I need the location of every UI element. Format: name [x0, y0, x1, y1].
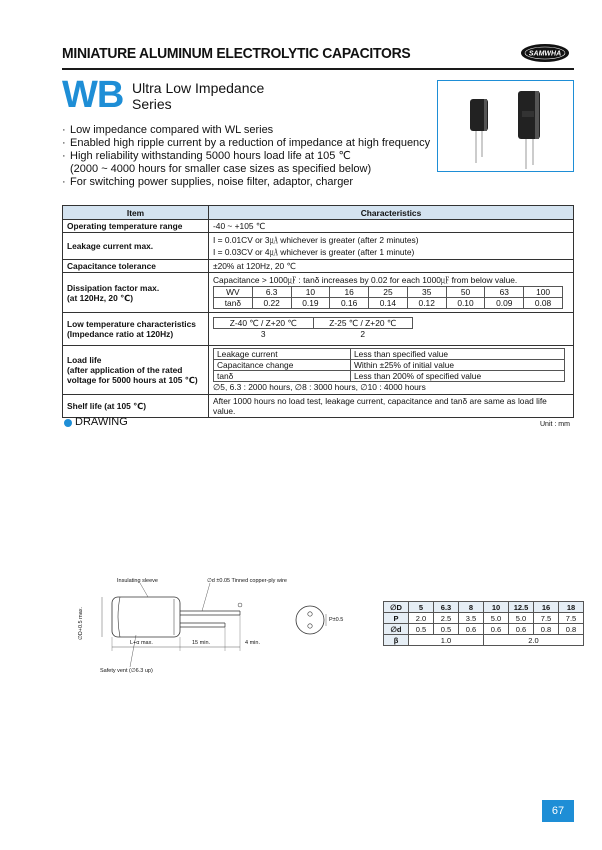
product-photo: [437, 80, 574, 172]
label-15min: 15 min.: [192, 640, 211, 646]
lt-header-2: Z-25 ℃ / Z+20 ℃: [313, 318, 413, 329]
lt-value: [209, 313, 574, 346]
lt-value-1: 3: [260, 329, 266, 339]
load-life-value: [209, 346, 574, 395]
dim-D-cell: 8: [459, 602, 484, 613]
label-safety-vent: Safety vent (∅6.3 up): [100, 668, 153, 674]
leak-label: Leakage current max.: [63, 233, 209, 260]
leak-line1: I = 0.01CV or 3㎂ whichever is greater (after 2 minutes): [213, 235, 419, 245]
drawing-title: DRAWING: [75, 416, 128, 428]
dim-D-cell: 18: [559, 602, 584, 613]
dim-P-cell: 2.0: [409, 613, 434, 624]
df-tan-cell: 0.09: [485, 298, 524, 309]
dim-header-a: β: [384, 635, 409, 646]
label-pitch: P±0.5: [329, 617, 344, 623]
spec-table: [62, 205, 574, 418]
df-wv-label: WV: [214, 287, 253, 298]
label-diameter: ∅D+0.5 max.: [78, 606, 84, 640]
col-characteristics: Characteristics: [209, 206, 574, 220]
dim-d-cell: 0.5: [434, 624, 459, 635]
series-code: WB: [62, 74, 124, 116]
lt-inner-table: [213, 317, 413, 339]
df-tan-cell: 0.12: [407, 298, 446, 309]
dim-header-D: ∅D: [384, 602, 409, 613]
ll-row-label: Leakage current: [214, 349, 351, 360]
dim-d-cell: 0.8: [534, 624, 559, 635]
load-life-label: Load life (after application of the rated voltage for 5000 hours at 105 ℃): [63, 346, 209, 395]
df-wv-cell: 25: [369, 287, 408, 298]
dim-P-cell: 5.0: [509, 613, 534, 624]
ll-row-value: Less than specified value: [351, 349, 565, 360]
dim-D-cell: 12.5: [509, 602, 534, 613]
feature-list: [62, 124, 430, 189]
feature-item: · Enabled high ripple current by a reduction of impedance at high frequency: [62, 137, 431, 149]
df-wv-cell: 6.3: [252, 287, 291, 298]
dim-D-cell: 6.3: [434, 602, 459, 613]
dim-a-small: 1.0: [409, 635, 484, 646]
df-note: Capacitance > 1000㎌ : tanδ increases by 0.02 for each 1000㎌ from below value.: [213, 275, 518, 285]
ll-row-value: Within ±25% of initial value: [351, 360, 565, 371]
series-subtitle-line2: Series: [132, 96, 172, 112]
leak-line2: I = 0.03CV or 4㎂ whichever is greater (after 1 minute): [213, 247, 415, 257]
capacitor-drawing: [80, 575, 360, 680]
df-label: Dissipation factor max. (at 120Hz, 20 ℃): [63, 273, 209, 313]
shelf-life-label: Shelf life (at 105 ℃): [63, 395, 209, 418]
label-wire: ∅d ±0.05 Tinned copper-ply wire: [207, 578, 287, 584]
lt-value-2: 2: [360, 329, 366, 339]
lt-header-1: Z-40 ℃ / Z+20 ℃: [214, 318, 314, 329]
logo-text: SAMWHA: [528, 50, 562, 58]
load-life-note: ∅5, 6.3 : 2000 hours, ∅8 : 3000 hours, ∅10 : 4000 hours: [213, 382, 426, 392]
ll-row-label: tanδ: [214, 371, 351, 382]
label-length: L+α max.: [130, 640, 153, 646]
feature-item: · High reliability withstanding 5000 hours load life at 105 ℃: [62, 150, 351, 162]
dim-d-cell: 0.6: [484, 624, 509, 635]
lt-label: Low temperature characteristics (Impedance ratio at 120Hz): [63, 313, 209, 346]
dimension-table: [383, 601, 584, 646]
page-number: 67: [551, 805, 565, 817]
dim-header-d: ∅d: [384, 624, 409, 635]
op-temp-label: Operating temperature range: [63, 220, 209, 233]
page-header-title: MINIATURE ALUMINUM ELECTROLYTIC CAPACITORS: [62, 45, 411, 62]
label-insulating-sleeve: Insulating sleeve: [117, 578, 158, 584]
df-wv-row: [214, 287, 563, 298]
df-tan-cell: 0.08: [524, 298, 563, 309]
df-tan-cell: 0.16: [330, 298, 369, 309]
label-4min: 4 min.: [245, 640, 260, 646]
dim-D-cell: 16: [534, 602, 559, 613]
load-life-inner-table: [213, 348, 565, 382]
dim-P-cell: 7.5: [559, 613, 584, 624]
bullet-dot-icon: [64, 419, 72, 427]
unit-label: Unit : mm: [540, 421, 570, 428]
samwha-logo: [520, 43, 570, 63]
op-temp-value: -40 ~ +105 ℃: [209, 220, 574, 233]
df-wv-cell: 16: [330, 287, 369, 298]
cap-tol-label: Capacitance tolerance: [63, 260, 209, 273]
leak-value: [209, 233, 574, 260]
header-rule: [62, 68, 574, 70]
series-subtitle-line1: Ultra Low Impedance: [132, 80, 265, 96]
feature-item: · For switching power supplies, noise filter, adaptor, charger: [62, 176, 354, 188]
df-wv-cell: 35: [407, 287, 446, 298]
dim-P-cell: 3.5: [459, 613, 484, 624]
df-wv-cell: 50: [446, 287, 485, 298]
df-tan-row: [214, 298, 563, 309]
df-value: [209, 273, 574, 313]
dim-P-cell: 5.0: [484, 613, 509, 624]
feature-item: (2000 ~ 4000 hours for smaller case sizes as specified below): [70, 163, 372, 175]
df-tan-cell: 0.14: [369, 298, 408, 309]
df-wv-cell: 63: [485, 287, 524, 298]
df-tan-cell: 0.19: [291, 298, 330, 309]
df-wv-cell: 10: [291, 287, 330, 298]
df-tan-cell: 0.10: [446, 298, 485, 309]
df-tan-cell: 0.22: [252, 298, 291, 309]
dim-D-cell: 10: [484, 602, 509, 613]
df-tan-label: tanδ: [214, 298, 253, 309]
ll-row-value: Less than 200% of specified value: [351, 371, 565, 382]
cap-tol-value: ±20% at 120Hz, 20 ℃: [209, 260, 574, 273]
dim-P-cell: 2.5: [434, 613, 459, 624]
df-inner-table: [213, 286, 563, 309]
dim-header-P: P: [384, 613, 409, 624]
dim-d-cell: 0.5: [409, 624, 434, 635]
dim-d-cell: 0.6: [459, 624, 484, 635]
col-item: Item: [63, 206, 209, 220]
dim-d-cell: 0.8: [559, 624, 584, 635]
dim-P-cell: 7.5: [534, 613, 559, 624]
feature-item: · Low impedance compared with WL series: [62, 124, 274, 136]
dim-d-cell: 0.6: [509, 624, 534, 635]
df-wv-cell: 100: [524, 287, 563, 298]
ll-row-label: Capacitance change: [214, 360, 351, 371]
dim-D-cell: 5: [409, 602, 434, 613]
dim-a-large: 2.0: [484, 635, 584, 646]
shelf-life-value: After 1000 hours no load test, leakage current, capacitance and tanδ are same as load life value.: [209, 395, 574, 418]
